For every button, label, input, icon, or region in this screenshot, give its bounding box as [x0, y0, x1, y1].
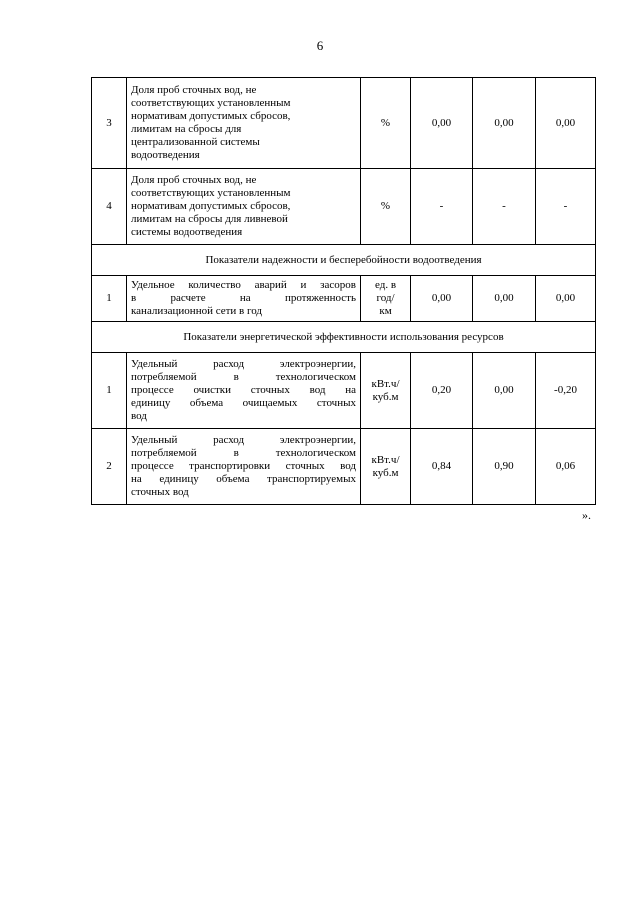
name-line: Удельный расход электроэнергии, [131, 434, 356, 446]
unit-line: кВт.ч/ [371, 377, 400, 390]
unit-line: год/ [376, 292, 395, 304]
name-line: системы водоотведения [131, 226, 243, 238]
unit-line: ед. в [374, 279, 397, 291]
value-cell: 0,00 [536, 78, 596, 169]
value-cell: 0,00 [473, 78, 536, 169]
value-cell: - [473, 169, 536, 245]
unit-line: км [379, 305, 392, 317]
page-number: 6 [316, 38, 324, 53]
value-cell: -0,20 [536, 353, 596, 429]
value-cell: 0,20 [411, 353, 473, 429]
name-line: нормативам допустимых сбросов, [131, 110, 291, 122]
name-line: потребляемой в технологическом [131, 447, 356, 459]
unit-cell [361, 276, 411, 322]
unit-line: куб.м [372, 390, 399, 403]
name-line: водоотведения [131, 149, 200, 161]
table-row [92, 78, 596, 169]
row-number: 1 [92, 276, 127, 322]
value-cell: 0,00 [473, 353, 536, 429]
value-cell: 0,90 [473, 429, 536, 505]
value-cell: 0,84 [411, 429, 473, 505]
name-line: лимитам на сбросы для [131, 123, 242, 135]
name-line: на единицу объема транспортируемых [131, 473, 356, 485]
row-number: 2 [92, 429, 127, 505]
name-line: централизованной системы [131, 136, 260, 148]
closing-quote: ». [582, 508, 591, 522]
value-cell: 0,00 [536, 276, 596, 322]
value-cell: - [411, 169, 473, 245]
section-row [92, 245, 596, 276]
value-cell: 0,00 [473, 276, 536, 322]
indicator-name [127, 276, 361, 322]
unit-cell: % [361, 78, 411, 169]
name-line: Доля проб сточных вод, не [131, 84, 257, 96]
name-line: потребляемой в технологическом [131, 371, 356, 383]
unit-line: куб.м [372, 466, 399, 479]
indicators-table [91, 77, 596, 505]
unit-cell [361, 353, 411, 429]
value-cell: 0,06 [536, 429, 596, 505]
section-title: Показатели надежности и бесперебойности водоотведения [92, 245, 596, 276]
section-title: Показатели энергетической эффективности использования ресурсов [92, 322, 596, 353]
name-line: в расчете на протяженность [131, 292, 356, 304]
name-line: соответствующих установленным [131, 97, 291, 109]
name-line: сточных вод [131, 486, 189, 498]
table-row [92, 353, 596, 429]
unit-line: кВт.ч/ [371, 453, 400, 466]
name-line: нормативам допустимых сбросов, [131, 200, 291, 212]
table-row [92, 276, 596, 322]
table-row [92, 169, 596, 245]
table-row [92, 429, 596, 505]
name-line: процессе очистки сточных вод на [131, 384, 356, 396]
name-line: Удельное количество аварий и засоров [131, 279, 356, 291]
name-line: лимитам на сбросы для ливневой [131, 213, 288, 225]
name-line: вод [131, 410, 147, 422]
value-cell: 0,00 [411, 78, 473, 169]
row-number: 4 [92, 169, 127, 245]
value-cell: 0,00 [411, 276, 473, 322]
indicator-name [127, 78, 361, 169]
indicator-name [127, 169, 361, 245]
name-line: Удельный расход электроэнергии, [131, 358, 356, 370]
name-line: Доля проб сточных вод, не [131, 174, 257, 186]
row-number: 1 [92, 353, 127, 429]
section-row [92, 322, 596, 353]
name-line: соответствующих установленным [131, 187, 291, 199]
unit-cell [361, 429, 411, 505]
name-line: единицу объема очищаемых сточных [131, 397, 356, 409]
unit-cell: % [361, 169, 411, 245]
indicator-name [127, 353, 361, 429]
name-line: канализационной сети в год [131, 305, 263, 317]
row-number: 3 [92, 78, 127, 169]
name-line: процессе транспортировки сточных вод [131, 460, 356, 472]
value-cell: - [536, 169, 596, 245]
indicator-name [127, 429, 361, 505]
